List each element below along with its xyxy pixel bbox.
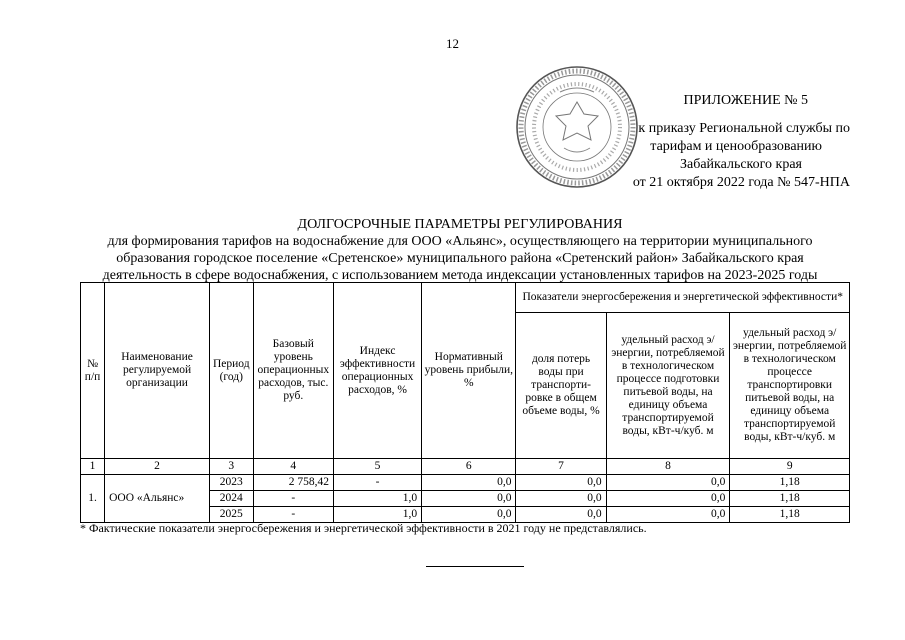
appendix-line: от 21 октября 2022 года № 547-НПА — [632, 175, 850, 190]
cell-loss: 0,0 — [516, 475, 606, 491]
header-profit: Нормативный уровень прибыли, % — [422, 283, 516, 459]
document-title-sub: образования городское поселение «Сретенское» муниципального района «Сретенский район» Забайкальского края — [116, 251, 804, 266]
appendix-line: тарифам и ценообразованию — [650, 139, 822, 154]
cell-spec2: 1,18 — [730, 491, 850, 507]
col-number: 1 — [81, 459, 105, 475]
cell-loss: 0,0 — [516, 491, 606, 507]
header-energy-group: Показатели энергосбережения и энергетической эффективности* — [516, 283, 850, 313]
cell-index: - — [334, 475, 422, 491]
appendix-line: Забайкальского края — [679, 157, 802, 172]
cell-index: 1,0 — [334, 491, 422, 507]
document-title-main: ДОЛГОСРОЧНЫЕ ПАРАМЕТРЫ РЕГУЛИРОВАНИЯ — [297, 217, 623, 232]
cell-loss: 0,0 — [516, 507, 606, 523]
org-name: ООО «Альянс» — [105, 475, 210, 523]
header-num: № п/п — [81, 283, 105, 459]
cell-base: - — [253, 491, 333, 507]
header-period: Период (год) — [209, 283, 253, 459]
cell-profit: 0,0 — [422, 507, 516, 523]
cell-profit: 0,0 — [422, 491, 516, 507]
table-row — [81, 475, 850, 491]
header-spec2: удельный расход э/энергии, потребляемой в технологическом процессе транспортировки питьевой воды, на единицу объема транспортируемой воды, кВт-ч/куб. м — [730, 313, 850, 459]
parameters-table — [80, 282, 850, 523]
cell-spec1: 0,0 — [606, 507, 730, 523]
document-title — [60, 216, 860, 284]
appendix-block — [560, 92, 850, 192]
cell-index: 1,0 — [334, 507, 422, 523]
cell-period: 2025 — [209, 507, 253, 523]
col-number: 3 — [209, 459, 253, 475]
col-number: 2 — [105, 459, 210, 475]
cell-spec1: 0,0 — [606, 491, 730, 507]
signature-line — [426, 566, 524, 567]
cell-period: 2023 — [209, 475, 253, 491]
header-org: Наименование регулируемой организации — [105, 283, 210, 459]
cell-base: - — [253, 507, 333, 523]
appendix-title: ПРИЛОЖЕНИЕ № 5 — [683, 93, 808, 108]
cell-spec2: 1,18 — [730, 475, 850, 491]
row-num: 1. — [81, 475, 105, 523]
cell-base: 2 758,42 — [253, 475, 333, 491]
header-loss: доля потерь воды при транспорти-ровке в общем объеме воды, % — [516, 313, 606, 459]
col-number: 9 — [730, 459, 850, 475]
document-title-sub: деятельность в сфере водоснабжения, с использованием метода индексации установленных тарифов на 2023-2025 годы — [102, 268, 818, 283]
page-number: 12 — [446, 36, 459, 51]
header-spec1: удельный расход э/энергии, потребляемой в технологическом процессе подготовки питьевой воды, на единицу объема транспортируемой воды, кВт-ч/куб. м — [606, 313, 730, 459]
cell-profit: 0,0 — [422, 475, 516, 491]
col-number: 5 — [334, 459, 422, 475]
col-number: 8 — [606, 459, 730, 475]
cell-period: 2024 — [209, 491, 253, 507]
header-index: Индекс эффективности операционных расходов, % — [334, 283, 422, 459]
cell-spec1: 0,0 — [606, 475, 730, 491]
footnote: * Фактические показатели энергосбережения и энергетической эффективности в 2021 году не представлялись. — [80, 521, 647, 535]
cell-spec2: 1,18 — [730, 507, 850, 523]
col-number: 6 — [422, 459, 516, 475]
appendix-line: к приказу Региональной службы по — [638, 121, 850, 136]
document-title-sub: для формирования тарифов на водоснабжение для ООО «Альянс», осуществляющего на территории муниципального — [107, 234, 813, 249]
header-base: Базовый уровень операционных расходов, тыс. руб. — [253, 283, 333, 459]
col-number: 4 — [253, 459, 333, 475]
col-number: 7 — [516, 459, 606, 475]
